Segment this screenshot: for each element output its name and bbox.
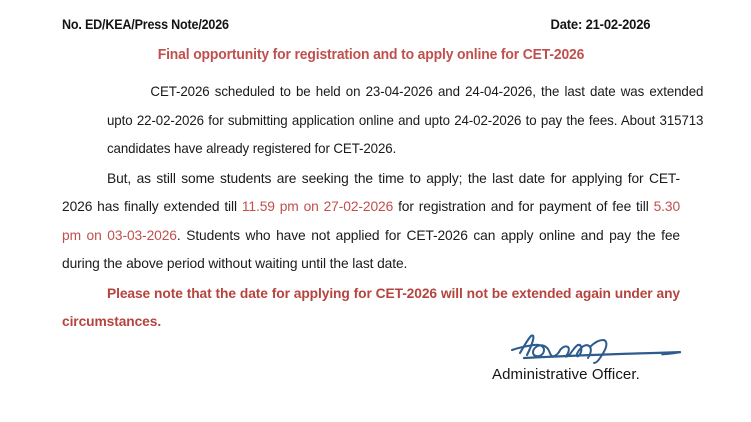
paragraph-warning-text: Please note that the date for applying for CET-2026 will not be extended again under any circumstances. xyxy=(62,285,680,329)
deadline-registration-datetime: 11.59 pm on 27-02-2026 xyxy=(241,199,394,214)
paragraph-schedule xyxy=(62,78,704,164)
paragraph-warning xyxy=(62,280,680,337)
paragraph-extension-text-2: for registration and for payment of fee till xyxy=(393,199,654,214)
paragraph-schedule-text: CET-2026 scheduled to be held on 23-04-2026 and 24-04-2026, the last date was extended upto 22-02-2026 for submitting application online and upto 24-02-2026 to pay the fees. About 315713 candidates have already registered for CET-2026. xyxy=(107,84,704,156)
signature-block xyxy=(492,333,692,391)
paragraph-extension xyxy=(62,165,680,279)
document-body xyxy=(62,78,704,337)
deadline-fee-datetime: 5.30 pm on 03-03-2026 xyxy=(62,199,681,243)
page-title: Final opportunity for registration and to apply online for CET-2026 xyxy=(157,47,585,63)
paragraph-extension-text-3: . Students who have not applied for CET-2026 can apply online and pay the fee during the above period without waiting until the last date. xyxy=(62,227,681,271)
paragraph-extension-text-1: But, as still some students are seeking the time to apply; the last date for applying for CET-2026 has finally extended till xyxy=(62,170,680,214)
document-number: No. ED/KEA/Press Note/2026 xyxy=(62,17,229,32)
document-header xyxy=(62,17,650,37)
signatory-title: Administrative Officer. xyxy=(492,366,640,383)
handwritten-signature-icon xyxy=(504,333,689,367)
document-date: Date: 21-02-2026 xyxy=(550,16,650,32)
